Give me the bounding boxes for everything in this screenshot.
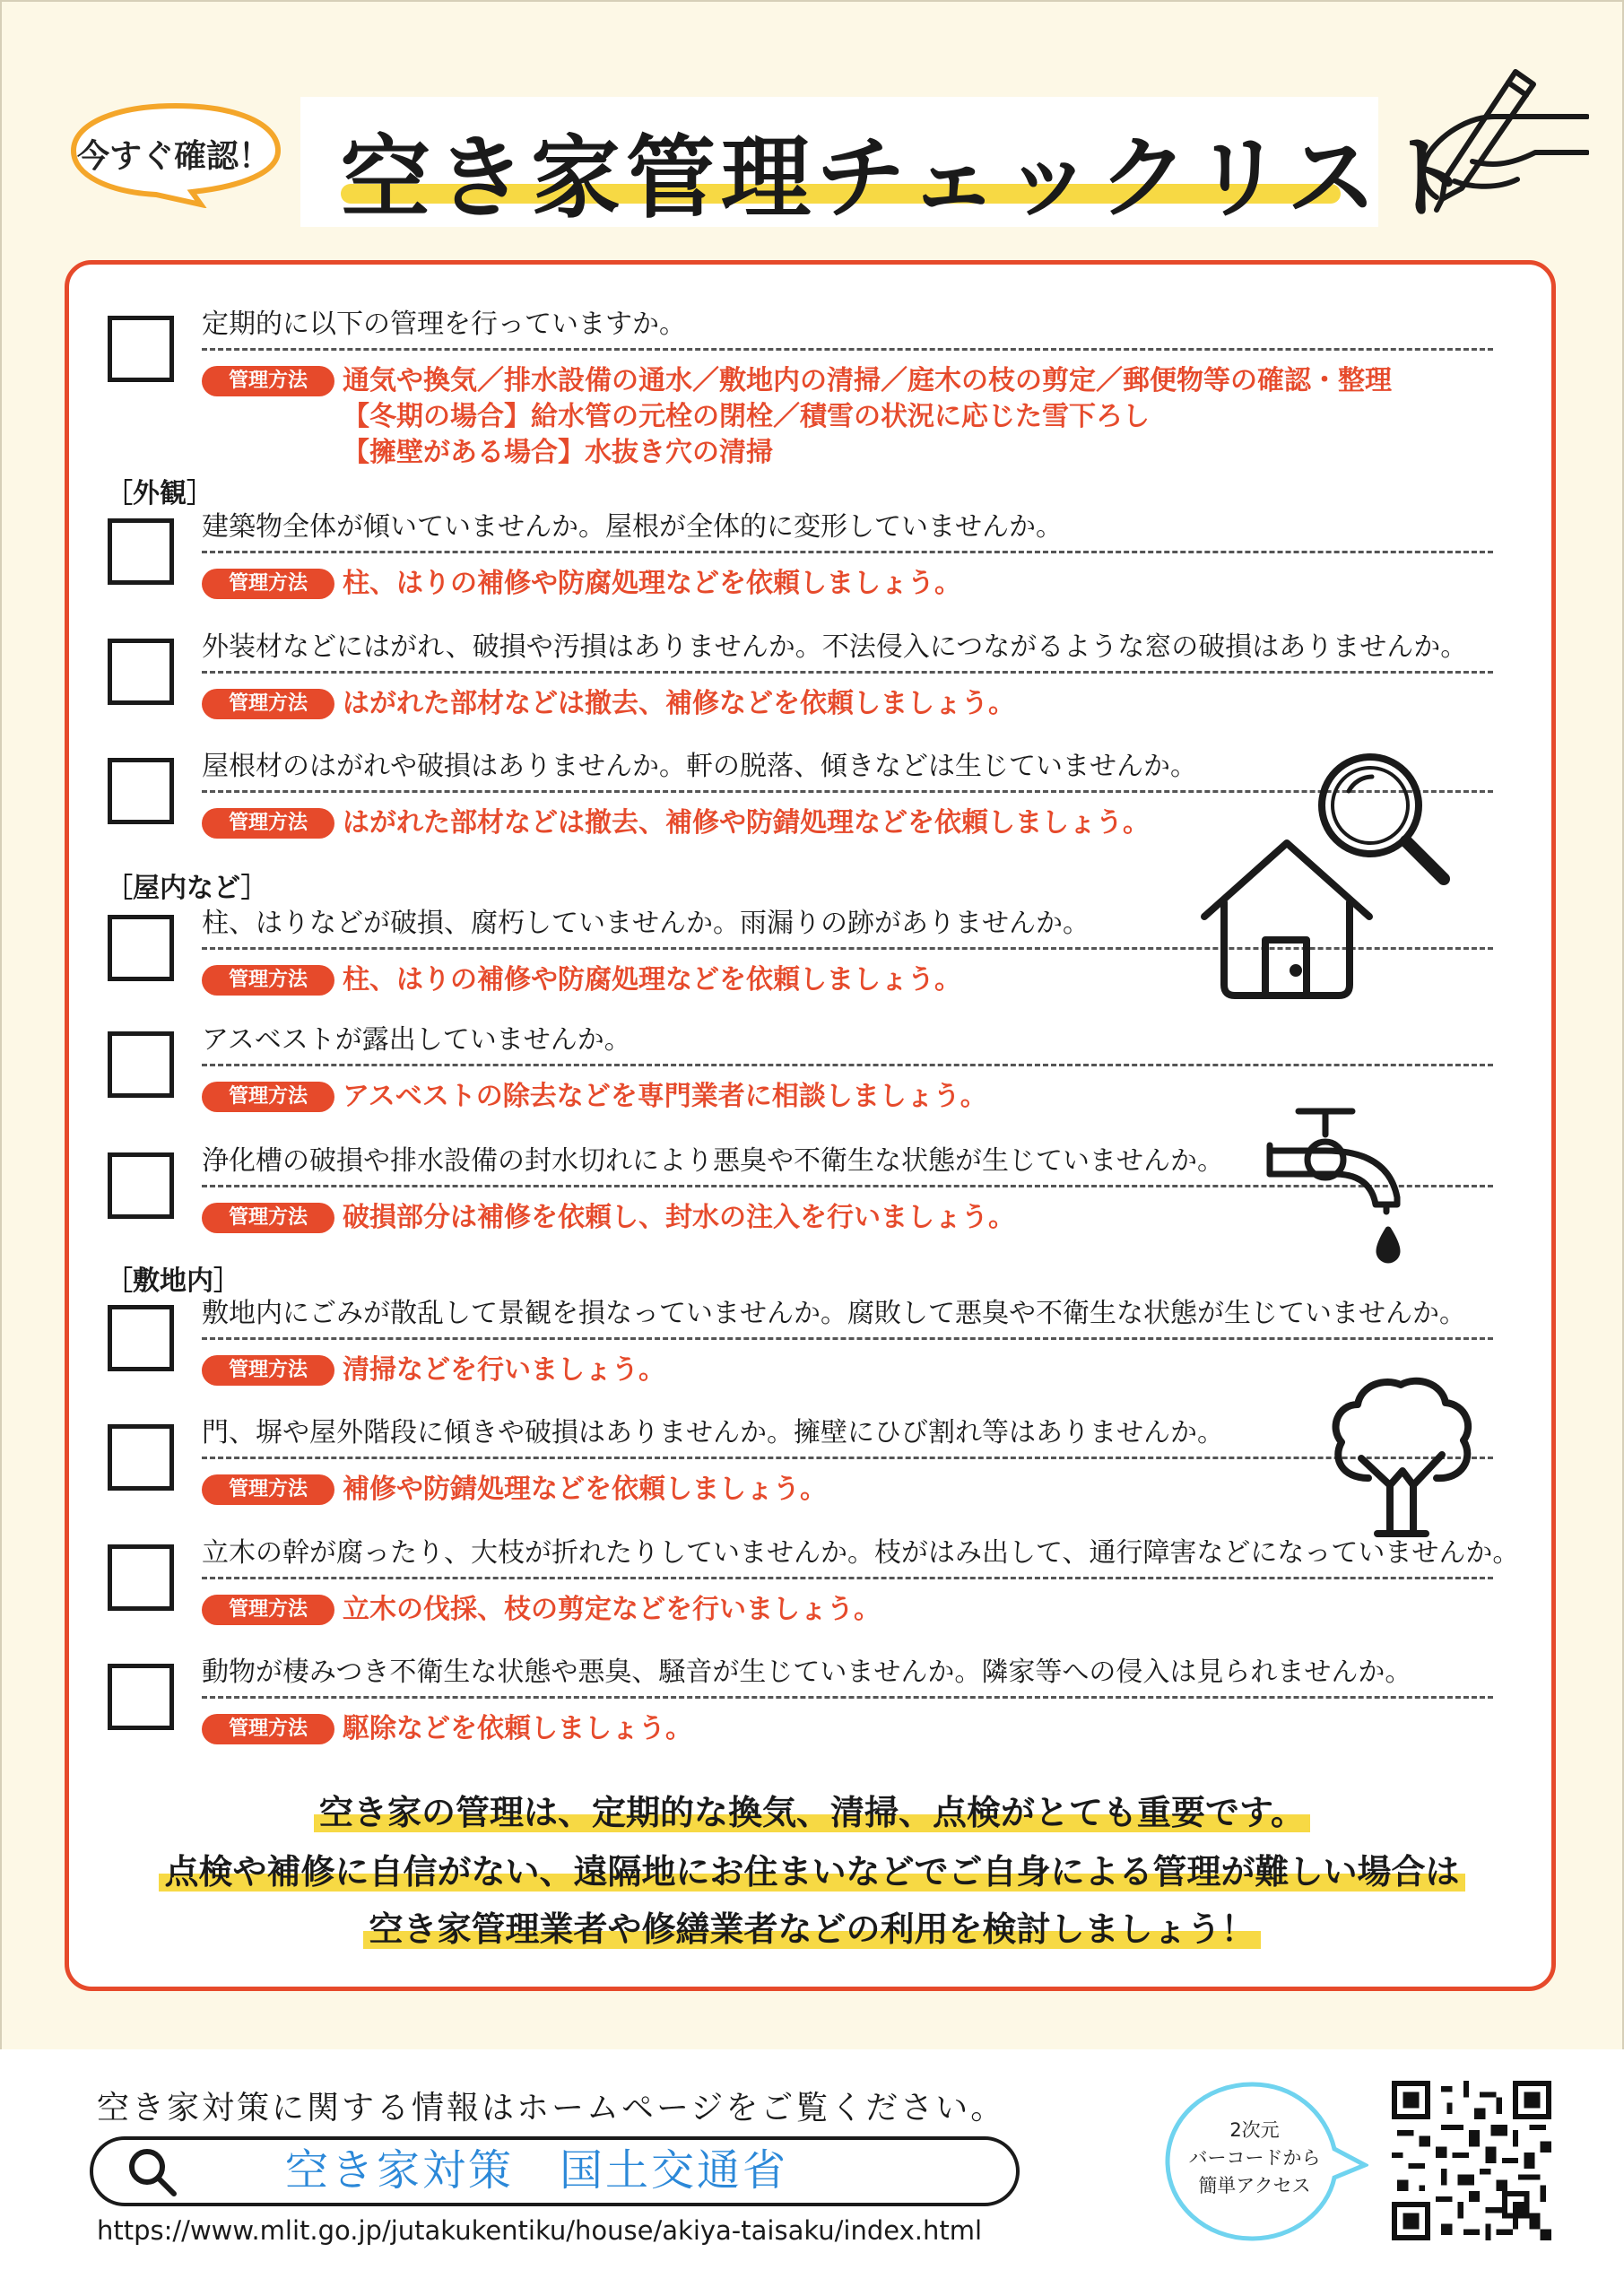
question-text: 屋根材のはがれや破損はありませんか。軒の脱落、傾きなどは生じていませんか。 [202, 751, 1197, 782]
bubble-text: 今すぐ確認！ [76, 138, 271, 175]
section-interior: ［屋内など］ [106, 873, 268, 904]
qr-bubble-line: 2次元 [1229, 2119, 1280, 2141]
method-text: はがれた部材などは撤去、補修などを依頼しましょう。 [343, 688, 1015, 719]
dashed-divider [202, 1064, 1493, 1066]
faucet-icon [1263, 1099, 1420, 1269]
method-badge: 管理方法 [202, 1203, 334, 1233]
question-text: 外装材などにはがれ、破損や汚損はありませんか。不法侵入につながるような窓の破損はありませんか。 [202, 631, 1468, 663]
checkbox[interactable] [108, 1544, 174, 1611]
qr-code[interactable] [1392, 2081, 1551, 2240]
question-text: アスベストが露出していませんか。 [202, 1024, 631, 1056]
question-text: 門、塀や屋外階段に傾きや破損はありませんか。擁壁にひび割れ等はありませんか。 [202, 1417, 1224, 1448]
checkbox[interactable] [108, 316, 174, 382]
dashed-divider [202, 1337, 1493, 1340]
tree-icon [1325, 1372, 1478, 1538]
page-title: 空き家管理チェックリスト [341, 126, 1477, 230]
search-text[interactable]: 空き家対策 国土交通省 [285, 2145, 789, 2196]
search-icon [126, 2145, 179, 2199]
dashed-divider [202, 1577, 1493, 1579]
method-text: 駆除などを依頼しましょう。 [343, 1713, 692, 1744]
question-text: 建築物全体が傾いていませんか。屋根が全体的に変形していませんか。 [202, 511, 1063, 543]
method-text: 【擁壁がある場合】水抜き穴の清掃 [343, 437, 773, 468]
method-badge: 管理方法 [202, 1474, 334, 1505]
method-text: 通気や換気／排水設備の通水／敷地内の清掃／庭木の枝の剪定／郵便物等の確認・整理 [343, 365, 1392, 396]
dashed-divider [202, 1696, 1493, 1699]
question-text: 敷地内にごみが散乱して景観を損なっていませんか。腐敗して悪臭や不衛生な状態が生じていませんか。 [202, 1298, 1466, 1329]
method-text: 柱、はりの補修や防腐処理などを依頼しましょう。 [343, 568, 961, 599]
checkbox[interactable] [108, 1152, 174, 1219]
checkbox[interactable] [108, 1424, 174, 1491]
checkbox[interactable] [108, 639, 174, 705]
question-text: 浄化槽の破損や排水設備の封水切れにより悪臭や不衛生な状態が生じていませんか。 [202, 1145, 1224, 1177]
dashed-divider [202, 551, 1493, 553]
dashed-divider [202, 348, 1493, 351]
dashed-divider [202, 671, 1493, 674]
method-badge: 管理方法 [202, 1082, 334, 1112]
qr-bubble-line: 簡単アクセス [1198, 2175, 1311, 2196]
method-text: 補修や防錆処理などを依頼しましょう。 [343, 1474, 827, 1505]
method-text: はがれた部材などは撤去、補修や防錆処理などを依頼しましょう。 [343, 807, 1150, 839]
message-line-3: 空き家管理業者や修繕業者などの利用を検討しましょう！ [0, 1901, 1624, 1951]
method-text: アスベストの除去などを専門業者に相談しましょう。 [343, 1081, 987, 1112]
checkbox[interactable] [108, 518, 174, 585]
question-text: 柱、はりなどが破損、腐朽していませんか。雨漏りの跡がありませんか。 [202, 908, 1090, 939]
question-text: 動物が棲みつき不衛生な状態や悪臭、騒音が生じていませんか。隣家等への侵入は見られませんか。 [202, 1657, 1412, 1688]
method-badge: 管理方法 [202, 1355, 334, 1386]
footer-info-text: 空き家対策に関する情報はホームページをご覧ください。 [97, 2090, 1006, 2126]
message-line-1: 空き家の管理は、定期的な換気、清掃、点検がとても重要です。 [0, 1785, 1624, 1834]
question-text: 立木の幹が腐ったり、大枝が折れたりしていませんか。枝がはみ出して、通行障害などになっていませんか。 [202, 1537, 1520, 1569]
method-text: 破損部分は補修を依頼し、封水の注入を行いましょう。 [343, 1202, 1015, 1233]
house-icon [1197, 834, 1376, 1004]
method-text: 【冬期の場合】給水管の元栓の閉栓／積雪の状況に応じた雪下ろし [343, 401, 1150, 432]
checkbox[interactable] [108, 1664, 174, 1730]
method-badge: 管理方法 [202, 366, 334, 396]
question-text: 定期的に以下の管理を行っていますか。 [202, 309, 686, 340]
homepage-url[interactable]: https://www.mlit.go.jp/jutakukentiku/house/akiya-taisaku/index.html [97, 2215, 983, 2246]
section-exterior: ［外観］ [106, 478, 213, 509]
method-badge: 管理方法 [202, 808, 334, 839]
checkbox[interactable] [108, 758, 174, 824]
qr-bubble-text [1169, 2117, 1340, 2200]
method-badge: 管理方法 [202, 1714, 334, 1744]
checkbox[interactable] [108, 915, 174, 981]
dashed-divider [202, 1457, 1493, 1459]
method-text: 柱、はりの補修や防腐処理などを依頼しましょう。 [343, 964, 961, 996]
checkbox[interactable] [108, 1305, 174, 1371]
dashed-divider [202, 790, 1493, 793]
checkbox[interactable] [108, 1031, 174, 1098]
method-text: 清掃などを行いましょう。 [343, 1354, 665, 1386]
method-badge: 管理方法 [202, 689, 334, 719]
method-text: 立木の伐採、枝の剪定などを行いましょう。 [343, 1594, 881, 1625]
message-line-2: 点検や補修に自信がない、遠隔地にお住まいなどでご自身による管理が難しい場合は [0, 1844, 1624, 1893]
method-badge: 管理方法 [202, 1595, 334, 1625]
qr-bubble-line: バーコードから [1188, 2147, 1321, 2169]
method-badge: 管理方法 [202, 965, 334, 996]
section-grounds: ［敷地内］ [106, 1265, 240, 1297]
method-badge: 管理方法 [202, 569, 334, 599]
hand-pen-icon [1410, 63, 1589, 215]
